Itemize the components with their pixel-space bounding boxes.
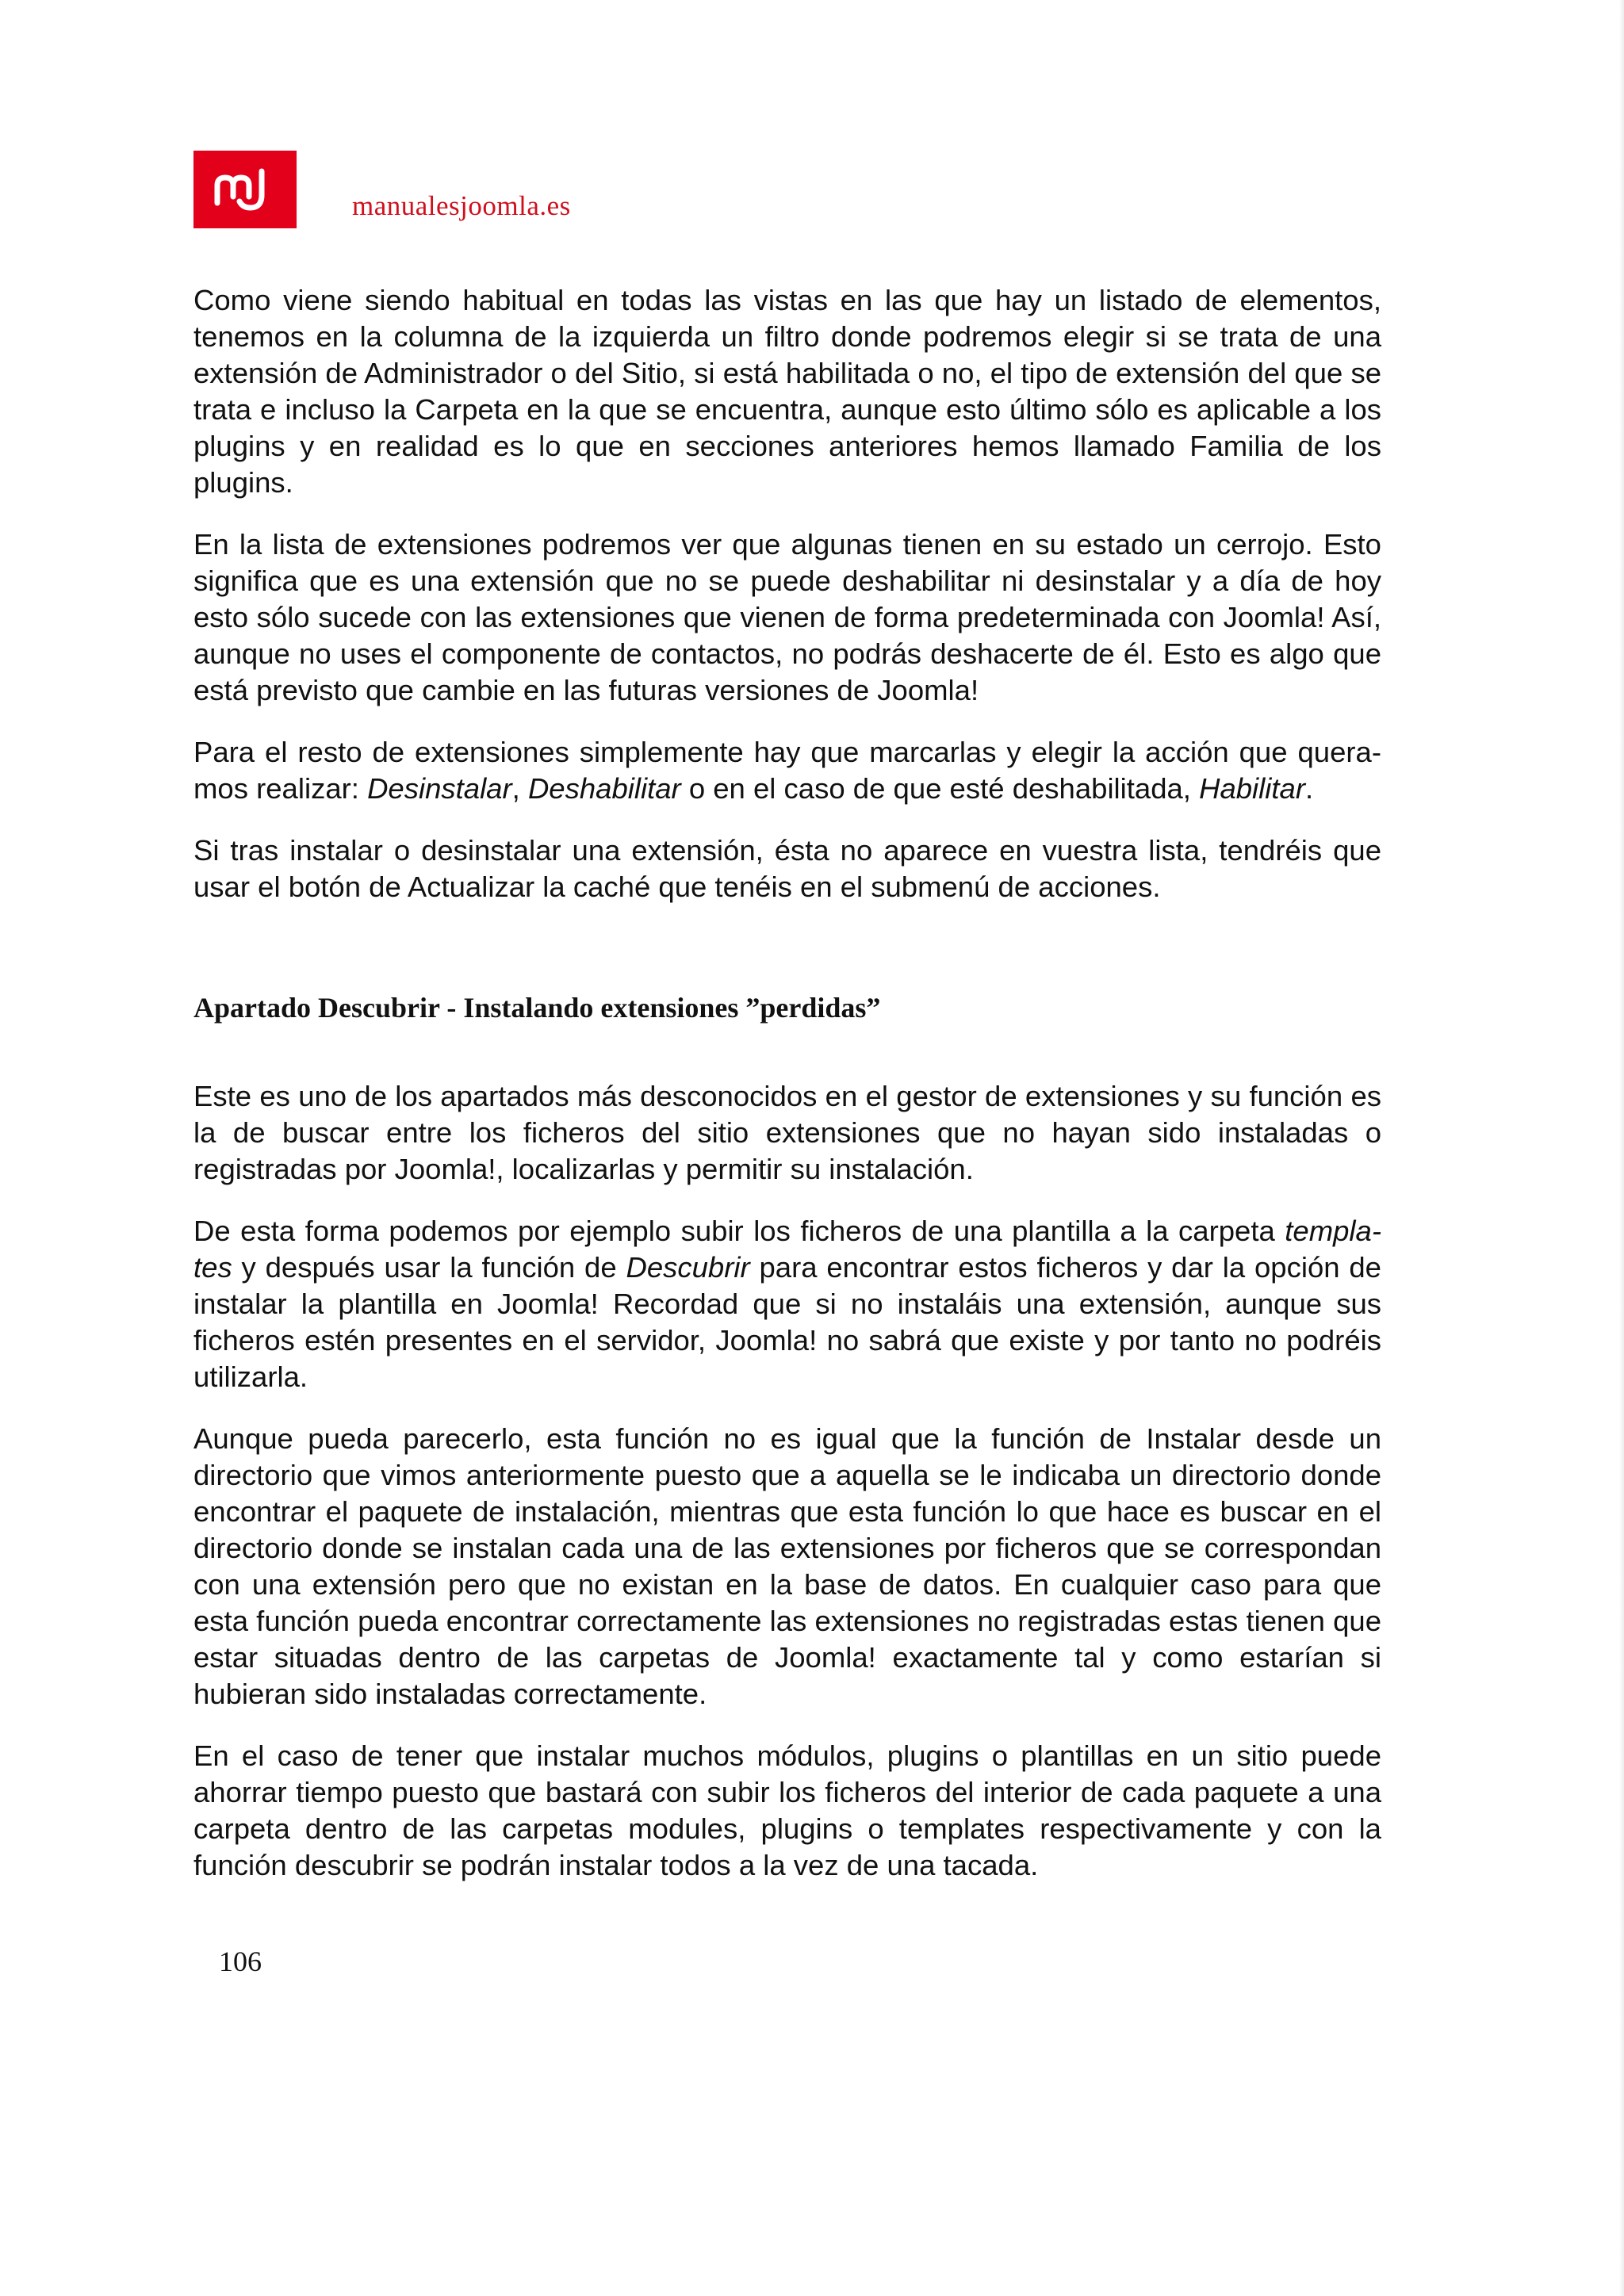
action-disable: Deshabilitar [527, 772, 681, 805]
page-edge [1619, 0, 1624, 2296]
action-enable: Habilitar [1199, 772, 1305, 805]
mj-logo-icon [193, 151, 297, 228]
text-run: y después usar la función de [232, 1251, 626, 1284]
paragraph-discover-intro: Este es uno de los apartados más desconocidos en el gestor de extensiones y su función es la de buscar entre los ficheros del sitio extensiones que no hayan sido instaladas o registradas por Joomla!, localizarlas y permitir su instalación. [193, 1080, 1381, 1185]
paragraph-discover-difference: Aunque pueda parecerlo, esta función no es igual que la función de Instalar desde un directorio que vimos anteriormente puesto que a aquella se le indicaba un directorio donde encontrar el paquete de instalación, mientras que esta función lo que hace es buscar en el directorio donde se instalan cada una de las extensiones por ficheros que se correspondan con una extensión pero que no existan en la base de datos. En cualquier caso para que esta función pueda encontrar correctamente las extensiones no registradas estas tienen que estar situadas dentro de las carpetas de Joomla! exactamente tal y como estarían si hubieran sido instaladas correctamente. [193, 1422, 1381, 1710]
text-run: , [511, 772, 528, 805]
text-run: para encontrar estos ficheros y dar la opción de instalar la plantilla en Joomla! Recordad que si no instaláis una extensión, aunque sus ficheros estén presentes en el servidor, Joomla! no sabrá que existe y por tanto no podréis utilizarla. [193, 1251, 1381, 1393]
text-run: Para el resto de extensiones simplemente hay que marcarlas y elegir la acción que queramos realizar: [193, 736, 1381, 805]
paragraph-discover-example [193, 1213, 1381, 1395]
function-discover: Descubrir [626, 1251, 750, 1284]
paragraph-filter: Como viene siendo habitual en todas las vistas en las que hay un listado de elementos, tenemos en la columna de la izquierda un filtro donde podremos elegir si se trata de una extensión de Administrador o del Sitio, si está habilitada o no, el tipo de extensión del que se trata e incluso la Carpeta en la que se encuentra, aunque esto último sólo es aplicable a los plugins y en realidad es lo que en secciones anteriores hemos llamado Familia de los plugins. [193, 284, 1381, 499]
site-name: manualesjoomla.es [352, 190, 571, 221]
folder-templates: templates [193, 1215, 1381, 1284]
page-number: 106 [219, 1946, 262, 1977]
action-uninstall: Desinstalar [367, 772, 512, 805]
text-run: De esta forma podemos por ejemplo subir los ficheros de una plantilla a la carpeta [193, 1215, 1285, 1247]
paragraph-discover-bulk: En el caso de tener que instalar muchos módulos, plugins o plantillas en un sitio puede ahorrar tiempo puesto que bastará con subir los ficheros del interior de cada paquete a una carpeta dentro de las carpetas modules, plugins o templates respectivamente y con la función descubrir se podrán instalar todos a la vez de una tacada. [193, 1739, 1381, 1881]
text-run: . [1304, 772, 1314, 805]
paragraph-actions [193, 734, 1381, 807]
paragraph-cache: Si tras instalar o desinstalar una extensión, ésta no aparece en vuestra lista, tendréis que usar el botón de Actualizar la caché que tenéis en el submenú de acciones. [193, 834, 1381, 903]
page-body [193, 282, 1381, 1909]
text-run: o en el caso de que esté deshabilitada, [680, 772, 1200, 805]
section-heading-discover: Apartado Descubrir - Instalando extensiones ”perdidas” [193, 992, 881, 1024]
paragraph-lock: En la lista de extensiones podremos ver que algunas tienen en su estado un cerrojo. Esto significa que es una extensión que no se puede deshabilitar ni desinstalar y a día de hoy esto sólo sucede con las extensiones que vienen de forma predeterminada con Joomla! Así, aunque no uses el componente de contactos, no podrás deshacerte de él. Esto es algo que está previsto que cambie en las futuras versiones de Joomla! [193, 528, 1381, 706]
